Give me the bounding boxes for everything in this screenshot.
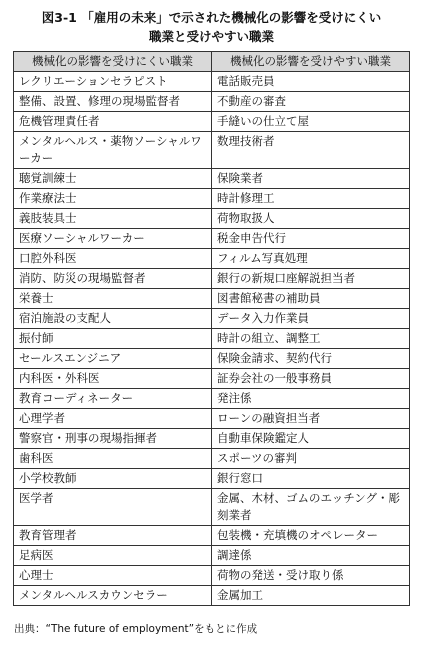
figure-title-line-1: 図3-1 「雇用の未来」で示された機械化の影響を受けにくい [41, 10, 382, 25]
cell-more-affected: 荷物取扱人 [212, 209, 410, 229]
cell-less-affected: メンタルヘルスカウンセラー [14, 586, 212, 606]
cell-less-affected: 宿泊施設の支配人 [14, 309, 212, 329]
cell-less-affected: 義肢装具士 [14, 209, 212, 229]
table-body [14, 72, 410, 606]
table-row [14, 389, 410, 409]
cell-less-affected: 心理学者 [14, 409, 212, 429]
table-row [14, 289, 410, 309]
table-row [14, 369, 410, 389]
cell-less-affected: 口腔外科医 [14, 249, 212, 269]
table-row [14, 189, 410, 209]
table-row [14, 526, 410, 546]
table-row [14, 209, 410, 229]
cell-less-affected: 作業療法士 [14, 189, 212, 209]
cell-more-affected: 証券会社の一般事務員 [212, 369, 410, 389]
cell-more-affected: 不動産の審査 [212, 92, 410, 112]
table-row [14, 249, 410, 269]
cell-more-affected: ローンの融資担当者 [212, 409, 410, 429]
table-row [14, 469, 410, 489]
cell-less-affected: メンタルヘルス・薬物ソーシャルワーカー [14, 132, 212, 169]
cell-more-affected: データ入力作業員 [212, 309, 410, 329]
cell-less-affected: 心理士 [14, 566, 212, 586]
table-row [14, 72, 410, 92]
table-row [14, 449, 410, 469]
cell-more-affected: 時計の組立、調整工 [212, 329, 410, 349]
cell-less-affected: 内科医・外科医 [14, 369, 212, 389]
header-more-affected: 機械化の影響を受けやすい職業 [212, 52, 410, 72]
cell-less-affected: 足病医 [14, 546, 212, 566]
header-less-affected: 機械化の影響を受けにくい職業 [14, 52, 212, 72]
table-row [14, 586, 410, 606]
cell-more-affected: 保険金請求、契約代行 [212, 349, 410, 369]
table-row [14, 269, 410, 289]
cell-less-affected: 医学者 [14, 489, 212, 526]
cell-less-affected: 整備、設置、修理の現場監督者 [14, 92, 212, 112]
figure-title [8, 8, 415, 46]
source-note: 出典：“The future of employment”をもとに作成 [14, 623, 258, 635]
cell-less-affected: 医療ソーシャルワーカー [14, 229, 212, 249]
table-row [14, 329, 410, 349]
table-head [14, 52, 410, 72]
table-row [14, 92, 410, 112]
cell-more-affected: 発注係 [212, 389, 410, 409]
table-row [14, 112, 410, 132]
cell-less-affected: 振付師 [14, 329, 212, 349]
cell-more-affected: 手縫いの仕立て屋 [212, 112, 410, 132]
cell-less-affected: セールスエンジニア [14, 349, 212, 369]
cell-more-affected: 金属、木材、ゴムのエッチング・彫刻業者 [212, 489, 410, 526]
cell-more-affected: 銀行の新規口座解説担当者 [212, 269, 410, 289]
table-row [14, 349, 410, 369]
cell-more-affected: 調達係 [212, 546, 410, 566]
cell-less-affected: 危機管理責任者 [14, 112, 212, 132]
table-row [14, 489, 410, 526]
cell-less-affected: 消防、防災の現場監督者 [14, 269, 212, 289]
cell-less-affected: 聴覚訓練士 [14, 169, 212, 189]
table-row [14, 229, 410, 249]
cell-more-affected: 自動車保険鑑定人 [212, 429, 410, 449]
table-row [14, 546, 410, 566]
table-row [14, 132, 410, 169]
cell-more-affected: 包装機・充填機のオペレーター [212, 526, 410, 546]
cell-more-affected: 電話販売員 [212, 72, 410, 92]
cell-more-affected: フィルム写真処理 [212, 249, 410, 269]
cell-more-affected: 税金申告代行 [212, 229, 410, 249]
cell-more-affected: 金属加工 [212, 586, 410, 606]
table-row [14, 169, 410, 189]
cell-less-affected: 小学校教師 [14, 469, 212, 489]
table-row [14, 309, 410, 329]
table-row [14, 566, 410, 586]
table-row [14, 409, 410, 429]
cell-less-affected: レクリエーションセラピスト [14, 72, 212, 92]
cell-less-affected: 栄養士 [14, 289, 212, 309]
cell-more-affected: 銀行窓口 [212, 469, 410, 489]
table-header-row [14, 52, 410, 72]
cell-less-affected: 歯科医 [14, 449, 212, 469]
cell-less-affected: 警察官・刑事の現場指揮者 [14, 429, 212, 449]
cell-more-affected: 保険業者 [212, 169, 410, 189]
cell-more-affected: スポーツの審判 [212, 449, 410, 469]
table-row [14, 429, 410, 449]
occupation-table [13, 51, 410, 606]
cell-more-affected: 図書館秘書の補助員 [212, 289, 410, 309]
cell-more-affected: 荷物の発送・受け取り係 [212, 566, 410, 586]
cell-more-affected: 数理技術者 [212, 132, 410, 169]
cell-less-affected: 教育コーディネーター [14, 389, 212, 409]
cell-less-affected: 教育管理者 [14, 526, 212, 546]
figure-title-line-2: 職業と受けやすい職業 [148, 29, 274, 44]
cell-more-affected: 時計修理工 [212, 189, 410, 209]
